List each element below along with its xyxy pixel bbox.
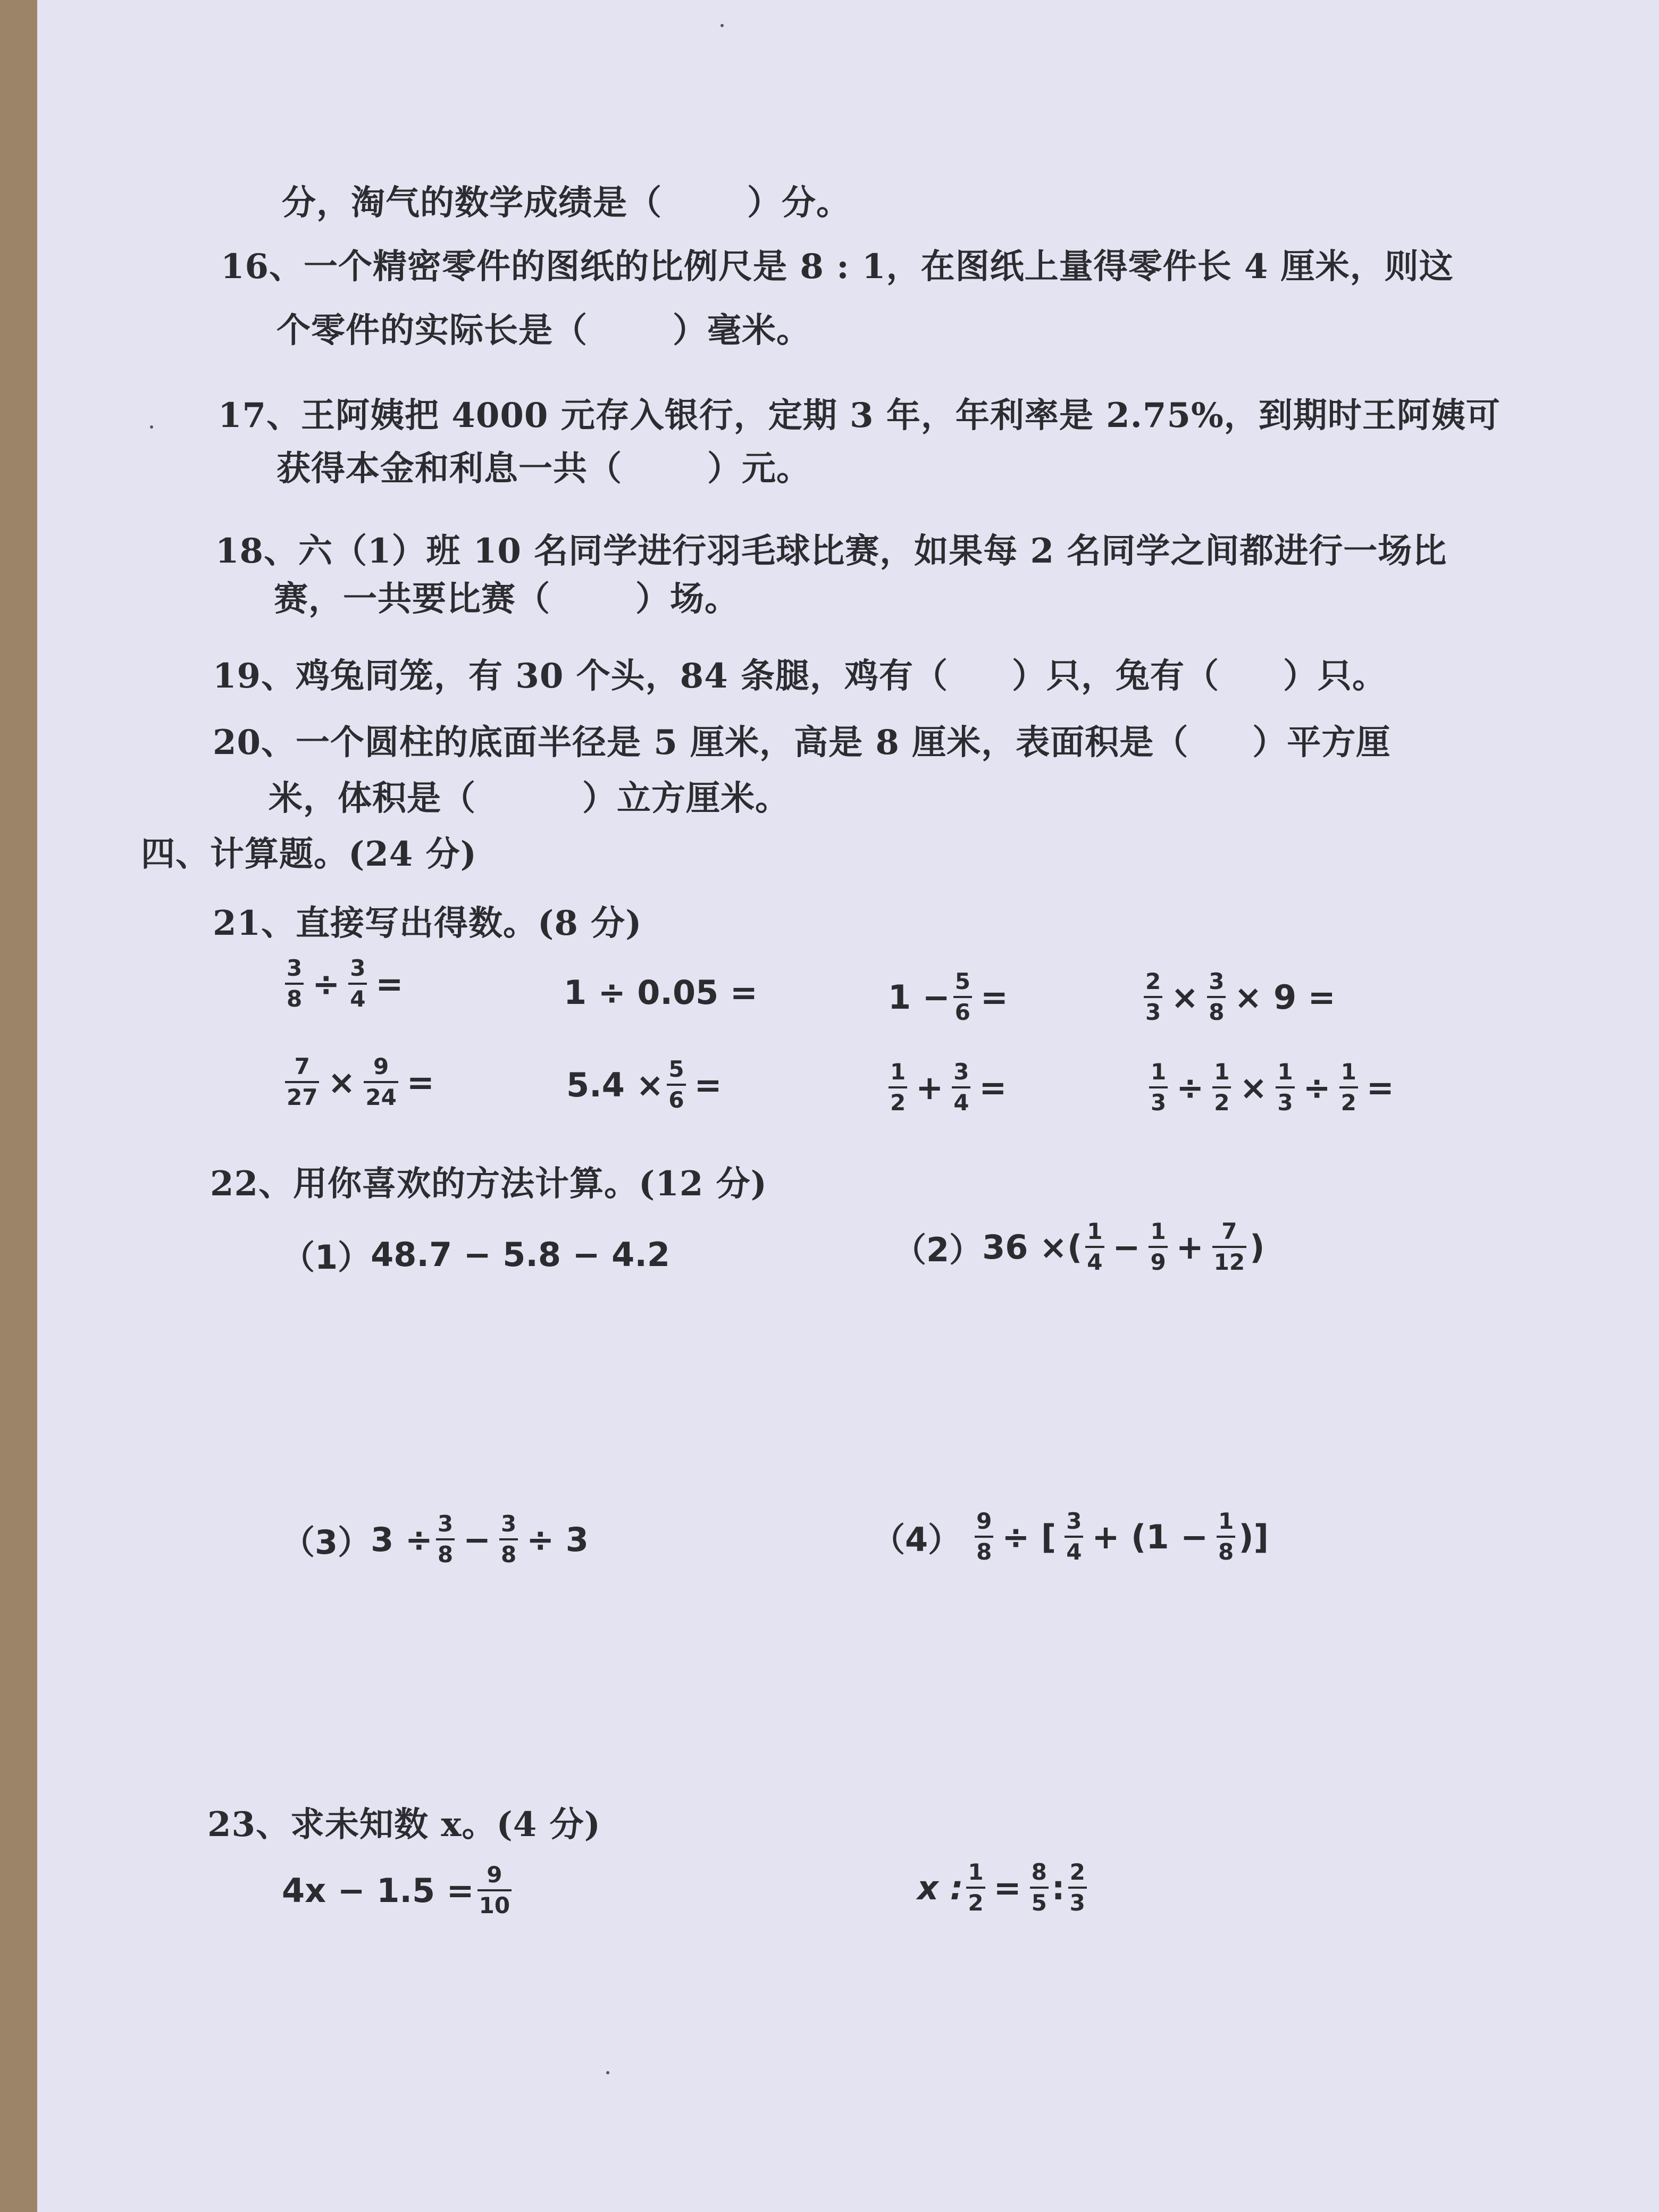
fraction: $\frac{1}{3}$ (1149, 1061, 1168, 1114)
paper-speck (720, 24, 724, 27)
fraction: $\frac{1}{2}$ (1212, 1061, 1231, 1114)
q15-text-b: ）分。 (747, 183, 851, 223)
q21-expr-6: 5.4 × $\frac{5}{6}$ = (566, 1056, 722, 1113)
fraction: $\frac{1}{2}$ (966, 1861, 985, 1914)
fraction: $\frac{3}{4}$ (952, 1061, 970, 1114)
q23-equation-1: 4x − 1.5 = $\frac{9}{10}$ (282, 1864, 515, 1917)
q17-line1: 17、王阿姨把 4000 元存入银行，定期 3 年，年利率是 2.75%，到期时王阿姨可 (218, 396, 1501, 435)
q19-text-b: ）只，兔有（ (1012, 656, 1220, 696)
q21-expr-7: 1 2 + $\frac{3}{4}$ = (885, 1061, 1012, 1114)
q16-line2-b: ）毫米。 (673, 311, 811, 350)
q22-part-2: （2） 36 ×( 1 4 − $\frac{1}{9}$ + $\frac{7}{12}$ ) (893, 1218, 1265, 1275)
q20-line1 (213, 715, 1390, 764)
fraction: $\frac{7}{12}$ (1212, 1220, 1246, 1273)
q17-line2 (276, 441, 811, 490)
q22-part-3: （3） 3 ÷ $\frac{3}{8}$ − $\frac{3}{8}$ ÷ 3 (282, 1511, 589, 1568)
q16-line1: 16、一个精密零件的图纸的比例尺是 8 : 1，在图纸上量得零件长 4 厘米，则这 (221, 247, 1454, 287)
q20-line2-a: 米，体积是（ (269, 778, 476, 818)
q18-line2 (274, 572, 739, 621)
fraction: $\frac{2}{3}$ (1144, 970, 1162, 1024)
q20-line1-b: ）平方厘 (1252, 723, 1391, 763)
fraction: $\frac{3}{8}$ (499, 1513, 518, 1566)
q19-text-a: 19、鸡兔同笼，有 30 个头，84 条腿，鸡有（ (213, 656, 949, 696)
fraction: $\frac{9}{10}$ (477, 1864, 512, 1917)
fraction: $\frac{1}{8}$ (1217, 1510, 1235, 1563)
fraction: $\frac{9}{8}$ (975, 1510, 993, 1563)
q21-expr-2: 1 ÷ 0.05 = (564, 973, 758, 1012)
q18-line2-b: ）场。 (635, 579, 739, 619)
q22-part-1: （1） 48.7 − 5.8 − 4.2 (282, 1235, 671, 1277)
q22-title: 22、用你喜欢的方法计算。(12 分) (210, 1164, 767, 1204)
q20-line2 (269, 771, 790, 820)
q21-expr-1: $\frac{3}{8}$ ÷ $\frac{3}{4}$ = (282, 957, 408, 1010)
q17-line2-a: 获得本金和利息一共（ (276, 449, 622, 489)
q15-tail (282, 175, 851, 224)
fraction: 3 4 (1065, 1510, 1083, 1563)
q19 (213, 649, 1387, 698)
q23-title: 23、求未知数 x。(4 分) (207, 1805, 601, 1845)
paper-speck (150, 425, 153, 429)
q21-expr-4: $\frac{2}{3}$ × $\frac{3}{8}$ × 9 = (1141, 970, 1341, 1024)
q22-part-4: （4） $\frac{9}{8}$ ÷ [ 3 4 + (1 − $\frac{1}{8}$ )] (872, 1508, 1269, 1565)
q21-expr-3: 1 − $\frac{5}{6}$ = (888, 968, 1008, 1025)
q19-text-c: ）只。 (1283, 656, 1387, 696)
q23-equation-2: x : $\frac{1}{2}$ = $\frac{8}{5}$ : 2 3 (917, 1861, 1090, 1914)
paper-speck (606, 2071, 609, 2074)
q17-line2-b: ）元。 (707, 449, 811, 489)
q20-line1-a: 20、一个圆柱的底面半径是 5 厘米，高是 8 厘米，表面积是（ (213, 723, 1189, 763)
fraction: $\frac{5}{6}$ (953, 970, 972, 1024)
section-4-heading: 四、计算题。(24 分) (141, 834, 477, 874)
fraction: 1 2 (889, 1061, 907, 1114)
q21-expr-5: $\frac{7}{27}$ × $\frac{9}{24}$ = (282, 1055, 440, 1109)
q21-expr-8: $\frac{1}{3}$ ÷ $\frac{1}{2}$ × $\frac{1}{3}$ ÷ $\frac{1}{2}$ = (1146, 1061, 1400, 1114)
fraction: $\frac{7}{27}$ (285, 1055, 319, 1109)
fraction: $\frac{3}{8}$ (1207, 970, 1226, 1024)
fraction: $\frac{1}{3}$ (1276, 1061, 1294, 1114)
q16-line2 (276, 303, 811, 352)
fraction: $\frac{1}{9}$ (1149, 1220, 1167, 1273)
q15-text-a: 分，淘气的数学成绩是（ (282, 183, 662, 223)
q20-line2-b: ）立方厘米。 (582, 778, 790, 818)
fraction: $\frac{3}{4}$ (348, 957, 367, 1010)
q18-line1: 18、六（1）班 10 名同学进行羽毛球比赛，如果每 2 名同学之间都进行一场比 (215, 531, 1447, 571)
fraction: $\frac{9}{24}$ (364, 1055, 398, 1109)
fraction: 1 4 (1085, 1220, 1104, 1273)
fraction: $\frac{3}{8}$ (285, 957, 304, 1010)
q16-line2-a: 个零件的实际长是（ (276, 311, 588, 350)
fraction: 2 3 (1068, 1861, 1087, 1914)
fraction: $\frac{3}{8}$ (436, 1513, 455, 1566)
q18-line2-a: 赛，一共要比赛（ (274, 579, 550, 619)
q21-title: 21、直接写出得数。(8 分) (213, 903, 642, 943)
fraction: $\frac{5}{6}$ (667, 1058, 685, 1111)
fraction: $\frac{1}{2}$ (1339, 1061, 1358, 1114)
fraction: $\frac{8}{5}$ (1030, 1861, 1049, 1914)
